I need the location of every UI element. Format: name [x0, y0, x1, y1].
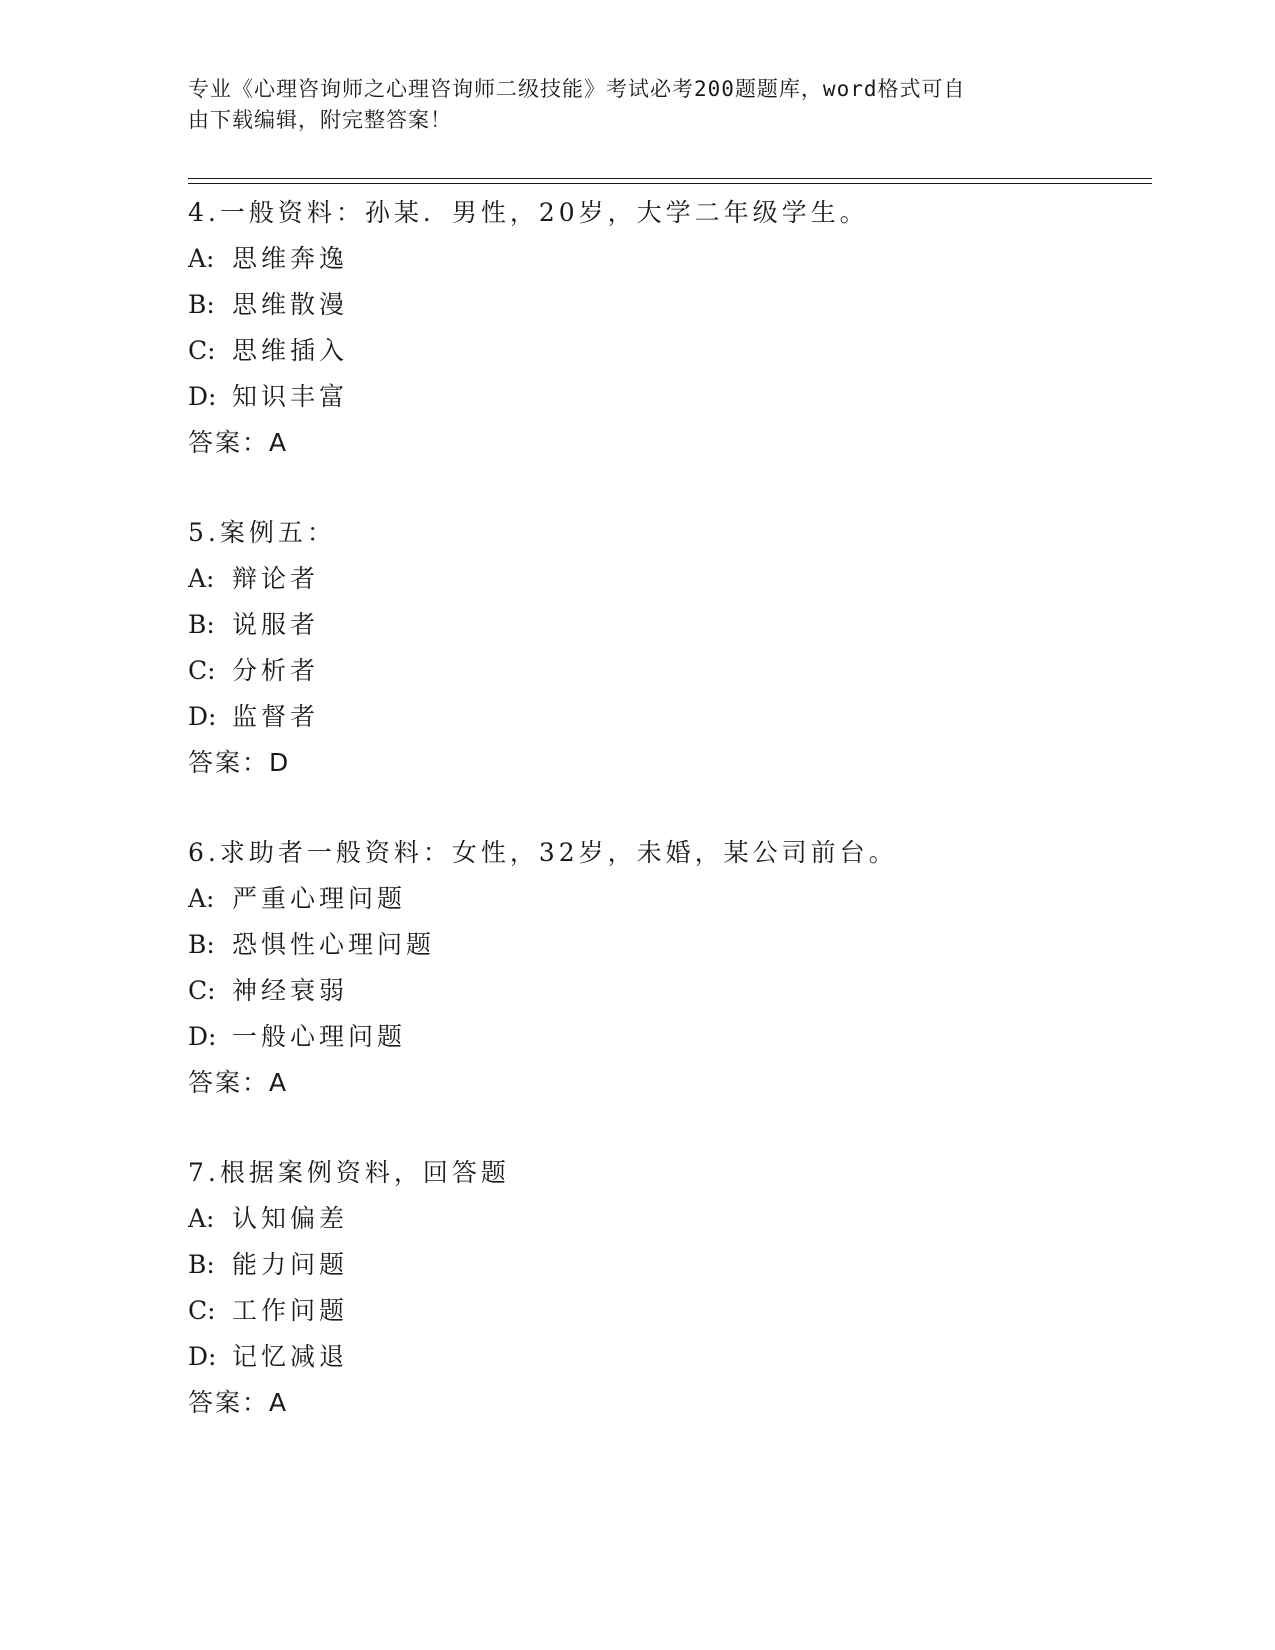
option-key: B:	[188, 290, 215, 319]
header-divider-bottom	[188, 183, 1152, 184]
option-text: 知识丰富	[232, 382, 349, 411]
option-a	[188, 876, 1148, 922]
option-key: D:	[188, 382, 217, 411]
option-b	[188, 1242, 1148, 1288]
option-text: 思维插入	[232, 336, 349, 365]
option-key: A:	[188, 1204, 215, 1233]
option-key: A:	[188, 884, 215, 913]
option-text: 思维奔逸	[232, 244, 349, 273]
option-a	[188, 556, 1148, 602]
option-key: D:	[188, 1022, 217, 1051]
question-block	[188, 510, 1148, 786]
option-a	[188, 236, 1148, 282]
option-key: A:	[188, 244, 215, 273]
option-key: C:	[188, 336, 216, 365]
option-b	[188, 602, 1148, 648]
option-text: 辩论者	[232, 564, 320, 593]
answer-line: 答案：D	[188, 748, 291, 777]
option-d	[188, 374, 1148, 420]
option-key: B:	[188, 610, 215, 639]
option-text: 分析者	[232, 656, 320, 685]
option-key: B:	[188, 930, 215, 959]
option-key: C:	[188, 976, 216, 1005]
header-line-1: 专业《心理咨询师之心理咨询师二级技能》考试必考200题题库，word格式可自	[188, 77, 966, 101]
option-text: 监督者	[232, 702, 320, 731]
header-line-2: 由下载编辑，附完整答案！	[188, 108, 452, 132]
question-stem: 7.根据案例资料，回答题	[188, 1158, 510, 1187]
option-text: 能力问题	[232, 1250, 349, 1279]
option-c	[188, 328, 1148, 374]
question-block	[188, 830, 1148, 1106]
option-d	[188, 1334, 1148, 1380]
answer-line: 答案：A	[188, 1388, 289, 1417]
option-a	[188, 1196, 1148, 1242]
option-c	[188, 648, 1148, 694]
option-text: 记忆减退	[232, 1342, 349, 1371]
question-stem: 6.求助者一般资料：女性，32岁，未婚，某公司前台。	[188, 838, 898, 867]
option-text: 说服者	[232, 610, 320, 639]
option-b	[188, 922, 1148, 968]
option-c	[188, 968, 1148, 1014]
question-stem: 5.案例五：	[188, 518, 336, 547]
option-key: C:	[188, 1296, 216, 1325]
option-text: 思维散漫	[232, 290, 349, 319]
option-key: A:	[188, 564, 215, 593]
option-key: D:	[188, 1342, 217, 1371]
option-text: 恐惧性心理问题	[232, 930, 436, 959]
answer-line: 答案：A	[188, 428, 289, 457]
option-key: B:	[188, 1250, 215, 1279]
option-text: 神经衰弱	[232, 976, 349, 1005]
option-text: 严重心理问题	[232, 884, 407, 913]
option-text: 一般心理问题	[232, 1022, 407, 1051]
question-block	[188, 1150, 1148, 1426]
question-stem: 4.一般资料：孙某．男性，20岁，大学二年级学生。	[188, 198, 869, 227]
option-key: D:	[188, 702, 217, 731]
question-block	[188, 190, 1148, 466]
option-text: 认知偏差	[232, 1204, 349, 1233]
option-text: 工作问题	[232, 1296, 349, 1325]
option-c	[188, 1288, 1148, 1334]
header-divider-top	[188, 178, 1152, 179]
option-b	[188, 282, 1148, 328]
answer-line: 答案：A	[188, 1068, 289, 1097]
option-key: C:	[188, 656, 216, 685]
option-d	[188, 694, 1148, 740]
option-d	[188, 1014, 1148, 1060]
document-header	[188, 74, 1068, 136]
